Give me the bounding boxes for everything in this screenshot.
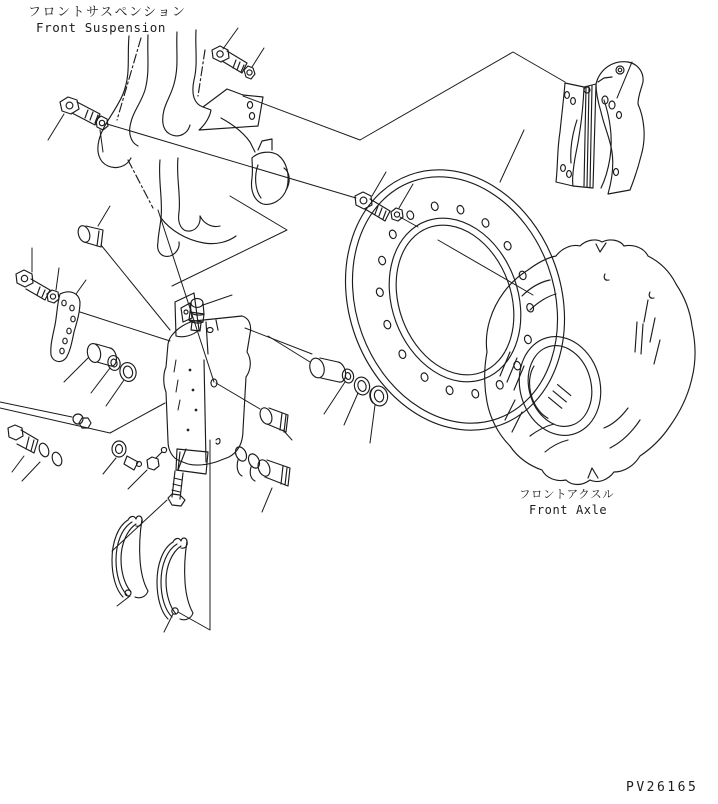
brake-pad-1	[112, 516, 148, 598]
leader-lines	[0, 28, 632, 632]
caliper-pin-a	[258, 406, 288, 432]
brake-disc-drawing	[310, 139, 600, 461]
washer-left	[47, 290, 59, 303]
grease-fitting-ring	[112, 441, 142, 470]
seal-left	[118, 361, 138, 383]
label-drawing-number: PV26165	[626, 780, 699, 795]
label-front-axle-jp: フロントアクスル	[519, 487, 615, 501]
bolt-top-center	[212, 46, 247, 73]
caliper-pin-b	[256, 458, 290, 486]
label-front-axle-en: Front Axle	[529, 503, 608, 517]
fitting-bolt-bottom-left	[8, 425, 64, 467]
bushing-right-2	[368, 384, 390, 408]
bushing-right	[308, 357, 346, 383]
seal-right	[352, 375, 371, 396]
washer-disc	[391, 208, 403, 221]
brake-pad-2	[157, 538, 193, 620]
bushing-left	[86, 342, 117, 366]
label-front-suspension-en: Front Suspension	[36, 20, 167, 35]
bolt-top-left	[60, 97, 100, 125]
pin-mid-left	[76, 224, 103, 247]
brake-caliper-bracket-drawing	[556, 62, 644, 194]
label-front-suspension-jp: フロントサスペンション	[28, 5, 187, 20]
grease-fitting-small	[73, 414, 91, 428]
brake-pads-drawing	[112, 516, 193, 620]
front-axle-housing-drawing	[485, 240, 695, 485]
washer-top-center	[244, 66, 255, 79]
bolt-left	[16, 270, 50, 300]
hub-bore	[508, 327, 611, 444]
grease-fitting-hex	[147, 447, 167, 470]
bolt-disc	[355, 192, 390, 221]
front-suspension-strut-drawing	[98, 30, 289, 256]
washer-right	[341, 368, 355, 384]
